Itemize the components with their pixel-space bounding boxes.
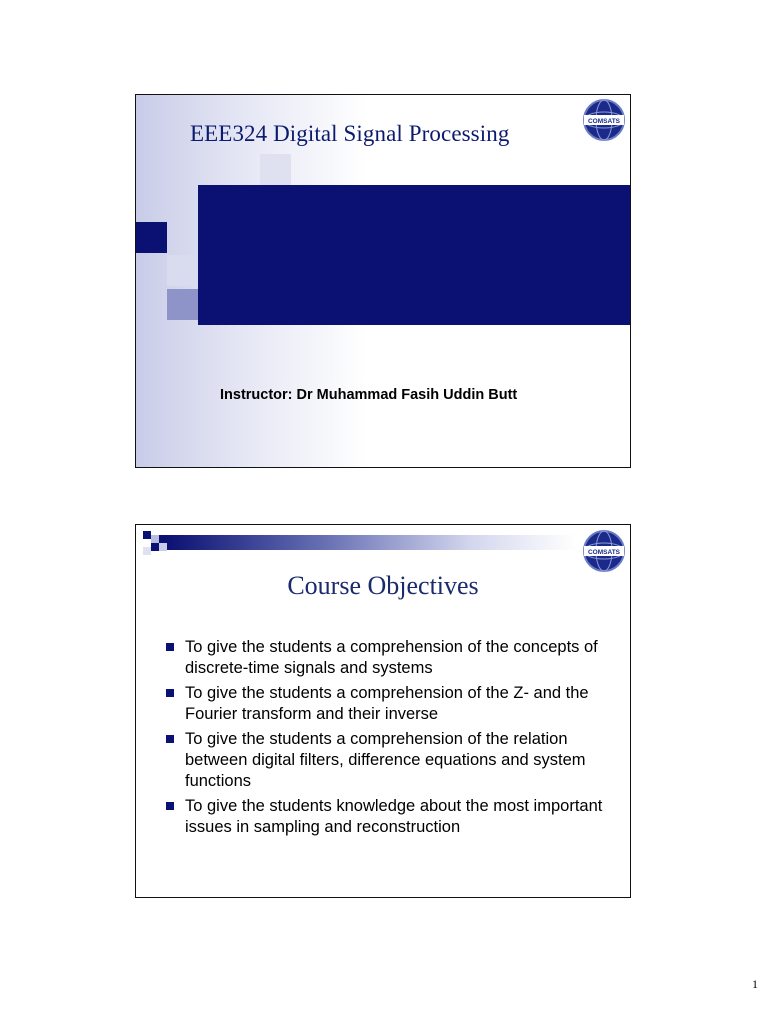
decor-square: [167, 255, 198, 286]
slide-title: Course Objectives: [287, 571, 479, 600]
decor-square: [151, 535, 159, 543]
navy-band: [198, 185, 631, 325]
objectives-list: [164, 637, 624, 842]
slide-title: EEE324 Digital Signal Processing: [190, 121, 510, 146]
list-item: [164, 729, 624, 792]
decor-square: [136, 222, 167, 253]
logo-text: COMSATS: [587, 549, 621, 556]
decor-square: [159, 543, 167, 551]
logo-text: COMSATS: [587, 118, 621, 125]
comsats-logo-icon: [582, 98, 626, 142]
decor-square: [159, 535, 167, 543]
comsats-logo-icon: [582, 529, 626, 573]
list-item: [164, 796, 624, 838]
decor-square: [143, 531, 151, 539]
bullet-square-icon: [166, 735, 174, 743]
decor-square: [143, 547, 151, 555]
page-number: 1: [752, 977, 758, 991]
bullet-square-icon: [166, 802, 174, 810]
list-item-text: To give the students a comprehension of the relation between digital filters, difference equations and system functions: [185, 730, 586, 790]
objectives-slide: [135, 524, 631, 898]
title-slide: [135, 94, 631, 468]
instructor-line: Instructor: Dr Muhammad Fasih Uddin Butt: [220, 387, 518, 403]
header-gradient-bar: [166, 535, 576, 550]
decor-square: [260, 154, 291, 185]
list-item: [164, 637, 624, 679]
list-item-text: To give the students knowledge about the most important issues in sampling and reconstruction: [185, 797, 603, 836]
bullet-square-icon: [166, 689, 174, 697]
list-item: [164, 683, 624, 725]
list-item-text: To give the students a comprehension of the concepts of discrete-time signals and systems: [185, 638, 598, 677]
decor-square: [167, 289, 198, 320]
list-item-text: To give the students a comprehension of the Z- and the Fourier transform and their inverse: [185, 684, 589, 723]
bullet-square-icon: [166, 643, 174, 651]
decor-square: [151, 543, 159, 551]
